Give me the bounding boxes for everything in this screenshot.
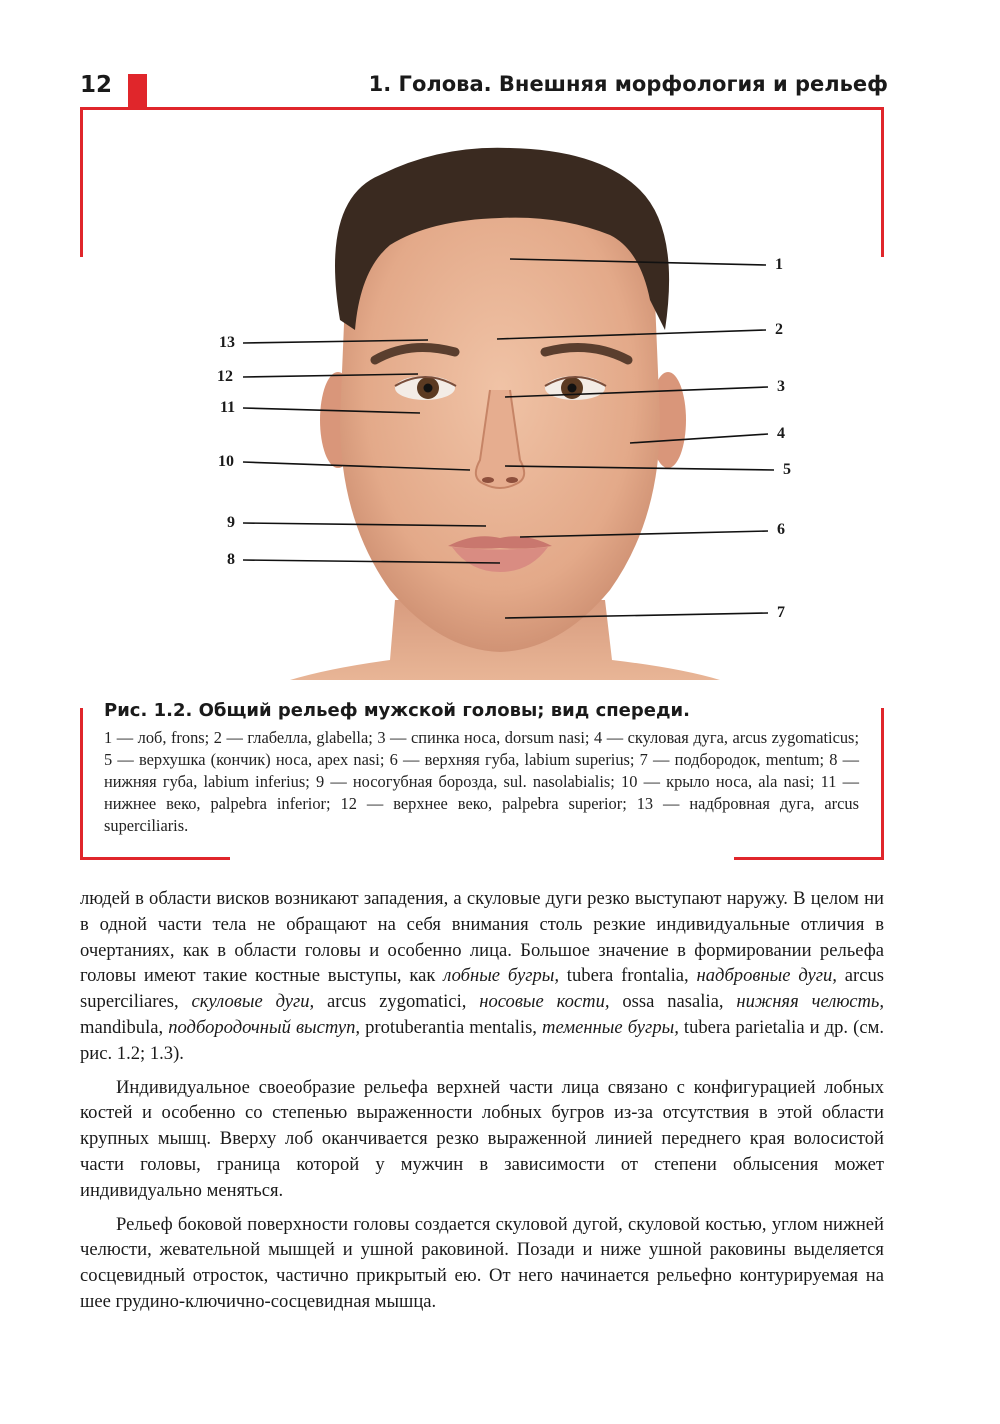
term-podborodochny-vystup: подбородочный выступ, [168, 1016, 361, 1038]
callout-7: 7 [777, 604, 785, 621]
callout-12: 12 [217, 368, 233, 385]
page-number: 12 [80, 72, 113, 98]
term-nizhnyaya-chelyust: нижняя челюсть, [736, 991, 884, 1013]
term-nosovye-kosti: носовые кости, [479, 991, 610, 1013]
left-pupil [424, 384, 433, 393]
callout-11: 11 [220, 399, 236, 416]
paragraph-2: Индивидуальное своеобразие рельефа верхней части лица связано с конфигурацией лобных костей и особенно со степенью выраженности лобных бугров из-за отсутствия в этой области крупных мышц. Вверху лоб оканчивается резко выраженной линией переднего края волосистой части головы, граница которой у мужчин в зависимости от степени облысения может индивидуально меняться. [80, 1076, 884, 1201]
body-text [80, 886, 884, 1315]
callout-2: 2 [775, 321, 783, 338]
callout-9: 9 [227, 514, 235, 531]
p1-text-6: mandibula, [80, 1016, 169, 1038]
callout-10: 10 [218, 453, 234, 470]
frame-bottom-right [734, 857, 884, 860]
callout-8: 8 [227, 551, 235, 568]
p1-text-7: protuberantia mentalis, [360, 1016, 543, 1038]
face-illustration [0, 0, 1000, 700]
right-pupil [568, 384, 577, 393]
term-lobnye-bugry: лобные бугры, [443, 965, 559, 987]
left-nostril [482, 477, 494, 483]
running-title: 1. Голова. Внешняя морфология и рельеф [368, 72, 888, 96]
frame-left-lower [80, 708, 83, 860]
paragraph-1 [80, 886, 884, 1067]
p1-text-2: tubera frontalia, [559, 965, 697, 987]
frame-bottom-left [80, 857, 230, 860]
p1-text-5: ossa nasalia, [609, 991, 737, 1013]
paragraph-3: Рельеф боковой поверхности головы создается скуловой дугой, скуловой костью, углом нижней челюсти, жевательной мышцей и ушной раковиной. Позади и ниже ушной раковины выделяется сосцевидный отросток, частично прикрытый ею. От него начинается рельефно контурируемая на шее грудино-ключично-сосцевидная мышца. [80, 1213, 884, 1312]
callout-4: 4 [777, 425, 785, 442]
callout-6: 6 [777, 521, 785, 538]
frame-right-lower [881, 708, 884, 860]
callout-1: 1 [775, 256, 783, 273]
figure-caption [104, 700, 859, 837]
p1-text-4: arcus zygomatici, [314, 991, 480, 1013]
p1-text-3: arcus superciliares, [80, 965, 884, 1013]
p1-text-1: людей в области висков возникают западения, а скуловые дуги резко выступают наружу. В целом ни в одной части тела не обращают на себя внимания столь резкие индивидуальные отличия в очертаниях, как в области головы и особенно лица. Большое значение в формировании рельефа головы имеют такие костные выступы, как [80, 888, 884, 987]
callout-3: 3 [777, 378, 785, 395]
caption-title: Рис. 1.2. Общий рельеф мужской головы; вид спереди. [104, 700, 690, 721]
term-nadbrovnye-dugi: надбровные дуги, [696, 965, 837, 987]
term-skulovye-dugi: скуловые дуги, [191, 991, 315, 1013]
p1-text-8: tubera parietalia и др. (см. рис. 1.2; 1.3). [80, 1016, 884, 1064]
figure-male-head-front [0, 0, 1000, 700]
term-temennye-bugry: теменные бугры, [542, 1016, 679, 1038]
callout-13: 13 [219, 334, 235, 351]
caption-text: 1 — лоб, frons; 2 — глабелла, glabella; 3 — спинка носа, dorsum nasi; 4 — скуловая дуга, arcus zygomaticus; 5 — верхушка (кончик) носа, apex nasi; 6 — верхняя губа, labium superius; 7 — подбородок, mentum; 8 — нижняя губа, labium inferius; 9 — носогубная борозда, sul. nasolabialis; 10 — крыло носа, ala nasi; 11 — нижнее веко, palpebra inferior; 12 — верхнее веко, palpebra superior; 13 — надбровная дуга, arcus superciliaris. [104, 728, 859, 835]
right-nostril [506, 477, 518, 483]
callout-5: 5 [783, 461, 791, 478]
